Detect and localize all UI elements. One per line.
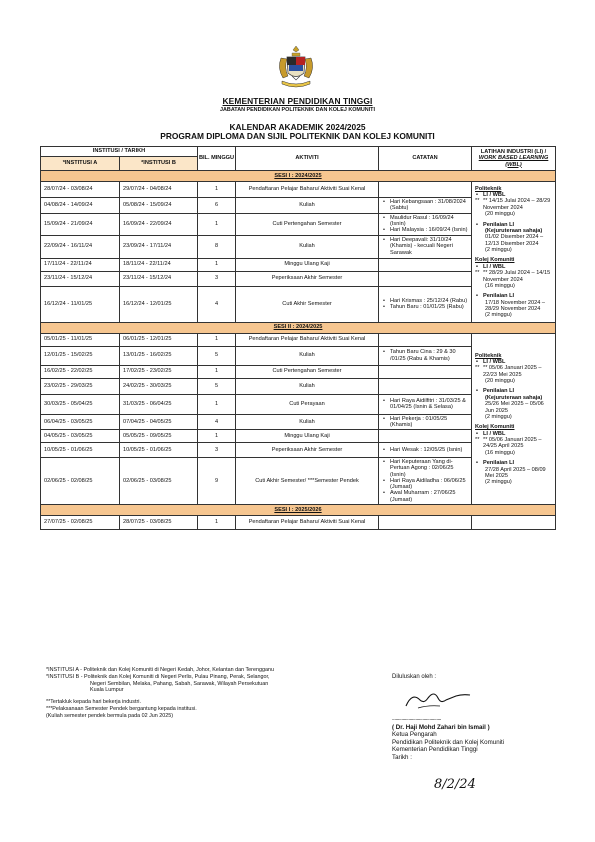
catatan-cell: [379, 286, 472, 322]
catatan-cell: [379, 333, 472, 346]
catatan-cell: [379, 430, 472, 443]
activity-name: Cuti Akhir Semester: [236, 286, 379, 322]
handwritten-date-text: 8/2/24: [434, 777, 476, 791]
institusi-a-date: 16/12/24 - 11/01/25: [41, 286, 120, 322]
institusi-b-date: 16/12/24 - 12/01/25: [120, 286, 198, 322]
catatan-item: • Hari Deepavali: 31/10/24 (Khamis) - kecuali Negeri Sarawak: [382, 237, 469, 256]
institusi-b-date: 16/09/24 - 22/09/24: [120, 213, 198, 235]
institusi-b-date: 13/01/25 - 16/02/25: [120, 346, 198, 365]
activity-name: Pendaftaran Pelajar Baharu/ Aktiviti Suai Kenal: [236, 182, 379, 198]
institusi-a-date: 15/09/24 - 21/09/24: [41, 213, 120, 235]
li-politeknik-bullet: • LI / WBL: [475, 359, 552, 365]
catatan-item: • Hari Pekerja : 01/05/25 (Khamis): [382, 416, 469, 429]
footnote-institusi-b-cont: Negeri Sembilan, Melaka, Pahang, Sabah, Sarawak, Wilayah Persekutuan: [90, 680, 269, 687]
catatan-cell: [379, 258, 472, 271]
li-penilaian-sub: (Kejuruteraan sahaja): [485, 227, 543, 234]
institusi-a-date: 04/05/25 - 03/05/25: [41, 430, 120, 443]
week-count: 1: [198, 365, 236, 378]
header-latihan-line2: WORK BASED LEARNING (WBL): [478, 155, 549, 168]
institusi-a-date: 02/06/25 - 02/08/25: [41, 458, 120, 505]
activity-name: Peperiksaan Akhir Semester: [236, 271, 379, 286]
institusi-b-date: 28/07/25 - 03/08/25: [120, 515, 198, 529]
header-institusi-b: *INSTITUSI B: [120, 157, 198, 171]
li-kolej-weeks: (16 minggu): [485, 282, 515, 289]
week-count: 1: [198, 333, 236, 346]
week-count: 1: [198, 394, 236, 414]
institusi-b-date: 17/02/25 - 23/02/25: [120, 365, 198, 378]
calendar-body: [41, 171, 556, 530]
li-kolej-heading: Kolej Komuniti: [475, 424, 515, 431]
activity-name: Peperiksaan Akhir Semester: [236, 443, 379, 458]
table-row: [41, 515, 556, 529]
catatan-cell: [379, 394, 472, 414]
institusi-b-date: 23/09/24 - 17/11/24: [120, 235, 198, 258]
week-count: 1: [198, 430, 236, 443]
activity-name: Pendaftaran Pelajar Baharu/ Aktiviti Suai Kenal: [236, 515, 379, 529]
header-latihan-industri: [472, 147, 556, 171]
document-subtitle: PROGRAM DIPLOMA DAN SIJIL POLITEKNIK DAN KOLEJ KOMUNITI: [160, 131, 435, 141]
catatan-item: • Hari Krismas : 25/12/24 (Rabu): [382, 298, 469, 304]
session-label: SESI I : 2024/2025: [274, 172, 322, 179]
week-count: 5: [198, 378, 236, 394]
activity-name: Cuti Pertengahan Semester: [236, 365, 379, 378]
activity-name: Kuliah: [236, 235, 379, 258]
activity-name: Kuliah: [236, 378, 379, 394]
activity-name: Kuliah: [236, 414, 379, 430]
li-penilaian-heading: • Penilaian LI: [475, 388, 552, 394]
institusi-b-date: 29/07/24 - 04/08/24: [120, 182, 198, 198]
week-count: 5: [198, 346, 236, 365]
catatan-cell: [379, 515, 472, 529]
tarikh-label: Tarikh :: [392, 753, 412, 761]
catatan-item: • Hari Raya Aidilfitri : 31/03/25 & 01/04/25 (Isnin & Selasa): [382, 398, 469, 411]
institusi-a-date: 05/01/25 - 11/01/25: [41, 333, 120, 346]
institusi-b-date: 24/02/25 - 30/03/25: [120, 378, 198, 394]
signature-line: ..........................................: [392, 716, 442, 722]
ministry-name: KEMENTERIAN PENDIDIKAN TINGGI: [222, 96, 373, 106]
catatan-item: • Hari Raya Aidiladha : 06/06/25 (Jumaat): [382, 478, 469, 491]
institusi-a-date: 30/03/25 - 05/04/25: [41, 394, 120, 414]
footnote-institusi-b: *INSTITUSI B - Politeknik dan Kolej Komuniti di Negeri Perlis, Pulau Pinang, Perak, Selangor,: [46, 673, 270, 680]
li-kolej-heading: Kolej Komuniti: [475, 257, 515, 264]
week-count: 8: [198, 235, 236, 258]
catatan-cell: [379, 443, 472, 458]
week-count: 1: [198, 182, 236, 198]
institusi-b-date: 05/08/24 - 15/09/24: [120, 198, 198, 214]
catatan-cell: [379, 378, 472, 394]
week-count: 1: [198, 258, 236, 271]
li-politeknik-bullet: • LI / WBL: [475, 192, 552, 198]
catatan-item: • Awal Muharram : 27/06/25 (Jumaat): [382, 490, 469, 503]
li-penilaian-sub: (Kejuruteraan sahaja): [485, 394, 543, 401]
institusi-b-date: 23/11/24 - 15/12/24: [120, 271, 198, 286]
week-count: 3: [198, 443, 236, 458]
li-kolej-penilaian-dates: 17/18 November 2024 – 28/29 November 2024: [485, 299, 546, 313]
header-latihan-line1: LATIHAN INDUSTRI (LI) /: [480, 149, 547, 156]
institusi-a-date: 28/07/24 - 03/08/24: [41, 182, 120, 198]
session-label: SESI II : 2024/2025: [273, 324, 323, 331]
institusi-b-date: 02/06/25 - 03/08/25: [120, 458, 198, 505]
week-count: 6: [198, 198, 236, 214]
institusi-a-date: 27/07/25 - 02/08/25: [41, 515, 120, 529]
activity-name: Cuti Pertengahan Semester: [236, 213, 379, 235]
header-catatan: CATATAN: [379, 147, 472, 171]
institusi-a-date: 17/11/24 - 22/11/24: [41, 258, 120, 271]
li-kolej-dates: ** ** 28/29 Julai 2024 – 14/15 November 2024: [475, 270, 552, 283]
institusi-a-date: 04/08/24 - 14/09/24: [41, 198, 120, 214]
li-kolej-dates: ** ** 05/06 Januari 2025 – 24/25 April 2025: [475, 437, 552, 450]
catatan-cell: [379, 271, 472, 286]
institusi-a-date: 12/01/25 - 15/02/25: [41, 346, 120, 365]
li-politeknik-weeks: (20 minggu): [485, 378, 515, 385]
li-penilaian-dates: 25/26 Mei 2025 – 05/06 Jun 2025: [485, 401, 544, 414]
approver-position: Ketua Pengarah: [392, 731, 437, 739]
header-aktiviti: AKTIVITI: [236, 147, 379, 171]
institusi-a-date: 10/05/25 - 01/06/25: [41, 443, 120, 458]
footnote-industri: **Tertakluk kepada hari bekerja industri.: [46, 699, 141, 705]
catatan-item: • Maulidur Rasul : 16/09/24 (Isnin): [382, 215, 469, 228]
footnote-institusi-b-cont2: Kuala Lumpur: [90, 687, 124, 694]
activity-name: Minggu Ulang Kaji: [236, 430, 379, 443]
catatan-item: • Hari Keputeraan Yang di-Pertuan Agong : 02/06/25 (Isnin): [382, 459, 469, 478]
li-kolej-penilaian-weeks: (2 minggu): [485, 479, 512, 486]
li-kolej-bullet: • LI / WBL: [475, 264, 552, 270]
latihan-industri-cell: [472, 515, 556, 529]
catatan-item: • Tahun Baru : 01/01/25 (Rabu): [382, 304, 469, 310]
footnote-institusi-a: *INSTITUSI A - Politeknik dan Kolej Komuniti di Negeri Kedah, Johor, Kelantan dan Terengganu: [46, 667, 274, 673]
catatan-cell: [379, 365, 472, 378]
session-label: SESI I : 2025/2026: [274, 506, 322, 513]
catatan-item: • Hari Wesak : 12/05/25 (Isnin): [382, 447, 469, 453]
approval-label: Diluluskan oleh :: [392, 674, 437, 680]
li-kolej-penilaian-heading: • Penilaian LI: [475, 293, 552, 299]
department-name: JABATAN PENDIDIKAN POLITEKNIK DAN KOLEJ KOMUNITI: [220, 107, 375, 113]
week-count: 1: [198, 515, 236, 529]
header-institusi-a: *INSTITUSI A: [41, 157, 120, 171]
li-kolej-weeks: (16 minggu): [485, 449, 515, 456]
activity-name: Kuliah: [236, 198, 379, 214]
catatan-item: • Hari Malaysia : 16/09/24 (Isnin): [382, 227, 469, 233]
li-penilaian-weeks: (2 minggu): [485, 413, 512, 420]
academic-calendar-table: [40, 146, 556, 530]
approver-name: ( Dr. Haji Mohd Zahari bin Ismail ): [392, 724, 490, 731]
institusi-b-date: 06/01/25 - 12/01/25: [120, 333, 198, 346]
table-row: [41, 182, 556, 198]
latihan-industri-cell: [472, 182, 556, 323]
li-kolej-penilaian-heading: • Penilaian LI: [475, 460, 552, 466]
week-count: 4: [198, 414, 236, 430]
li-politeknik-weeks: (20 minggu): [485, 211, 515, 218]
institusi-b-date: 18/11/24 - 22/11/24: [120, 258, 198, 271]
table-row: [41, 333, 556, 346]
li-politeknik-heading: Politeknik: [475, 352, 502, 359]
signature-image: [400, 688, 476, 712]
li-kolej-bullet: • LI / WBL: [475, 431, 552, 437]
latihan-industri-cell: [472, 333, 556, 504]
footnote-kuliah-pendek: (Kuliah semester pendek bermula pada 02 Jun 2025): [46, 712, 174, 719]
session-header-row: [41, 504, 556, 515]
institusi-b-date: 05/05/25 - 09/05/25: [120, 430, 198, 443]
institusi-a-date: 06/04/25 - 03/05/25: [41, 414, 120, 430]
activity-name: Pendaftaran Pelajar Baharu/ Aktiviti Suai Kenal: [236, 333, 379, 346]
catatan-item: • Hari Kebangsaan : 31/08/2024 (Sabtu): [382, 199, 469, 212]
footnote-semester-pendek: ***Pelaksanaan Semester Pendek bergantung kepada institusi.: [46, 705, 197, 712]
li-kolej-penilaian-weeks: (2 minggu): [485, 312, 512, 319]
institusi-a-date: 16/02/25 - 22/02/25: [41, 365, 120, 378]
li-penilaian-weeks: (2 minggu): [485, 247, 512, 254]
institusi-b-date: 07/04/25 - 04/05/25: [120, 414, 198, 430]
catatan-cell: [379, 213, 472, 235]
session-header-row: [41, 171, 556, 182]
li-penilaian-dates: 01/02 Disember 2024 – 12/13 Disember 2024: [485, 234, 544, 247]
institusi-b-date: 31/03/25 - 06/04/25: [120, 394, 198, 414]
document-title: KALENDAR AKADEMIK 2024/2025: [229, 122, 366, 132]
institusi-a-date: 23/11/24 - 15/12/24: [41, 271, 120, 286]
catatan-cell: [379, 182, 472, 198]
session-header-row: [41, 322, 556, 333]
week-count: 4: [198, 286, 236, 322]
approver-details: [392, 724, 504, 761]
catatan-cell: [379, 346, 472, 365]
li-penilaian-heading: • Penilaian LI: [475, 222, 552, 228]
catatan-cell: [379, 458, 472, 505]
li-kolej-penilaian-dates: 27/28 April 2025 – 08/09 Mei 2025: [485, 466, 546, 479]
activity-name: Minggu Ulang Kaji: [236, 258, 379, 271]
footnotes: [46, 667, 274, 719]
week-count: 1: [198, 213, 236, 235]
catatan-cell: [379, 414, 472, 430]
coat-of-arms-logo: [272, 44, 320, 92]
approver-department: Pendidikan Politeknik dan Kolej Komuniti: [392, 738, 505, 746]
institusi-b-date: 10/05/25 - 01/06/25: [120, 443, 198, 458]
li-politeknik-dates: ** ** 14/15 Julai 2024 – 28/29 November 2024: [475, 198, 552, 211]
li-politeknik-dates: ** ** 05/06 Januari 2025 – 22/23 Mei 2025: [475, 365, 552, 378]
catatan-item: • Tahun Baru Cina : 29 & 30 /01/25 (Rabu & Khamis): [382, 349, 469, 362]
header-bil-minggu: BIL. MINGGU: [198, 147, 236, 171]
header-institusi-tarikh: INSTITUSI / TARIKH: [41, 147, 198, 157]
institusi-a-date: 23/02/25 - 29/03/25: [41, 378, 120, 394]
li-politeknik-heading: Politeknik: [475, 185, 502, 192]
activity-name: Cuti Akhir Semester/ ***Semester Pendek: [236, 458, 379, 505]
approver-ministry: Kementerian Pendidikan Tinggi: [392, 746, 478, 754]
week-count: 9: [198, 458, 236, 505]
catatan-cell: [379, 235, 472, 258]
catatan-cell: [379, 198, 472, 214]
activity-name: Kuliah: [236, 346, 379, 365]
activity-name: Cuti Perayaan: [236, 394, 379, 414]
handwritten-date: [432, 775, 480, 791]
week-count: 3: [198, 271, 236, 286]
institusi-a-date: 22/09/24 - 16/11/24: [41, 235, 120, 258]
